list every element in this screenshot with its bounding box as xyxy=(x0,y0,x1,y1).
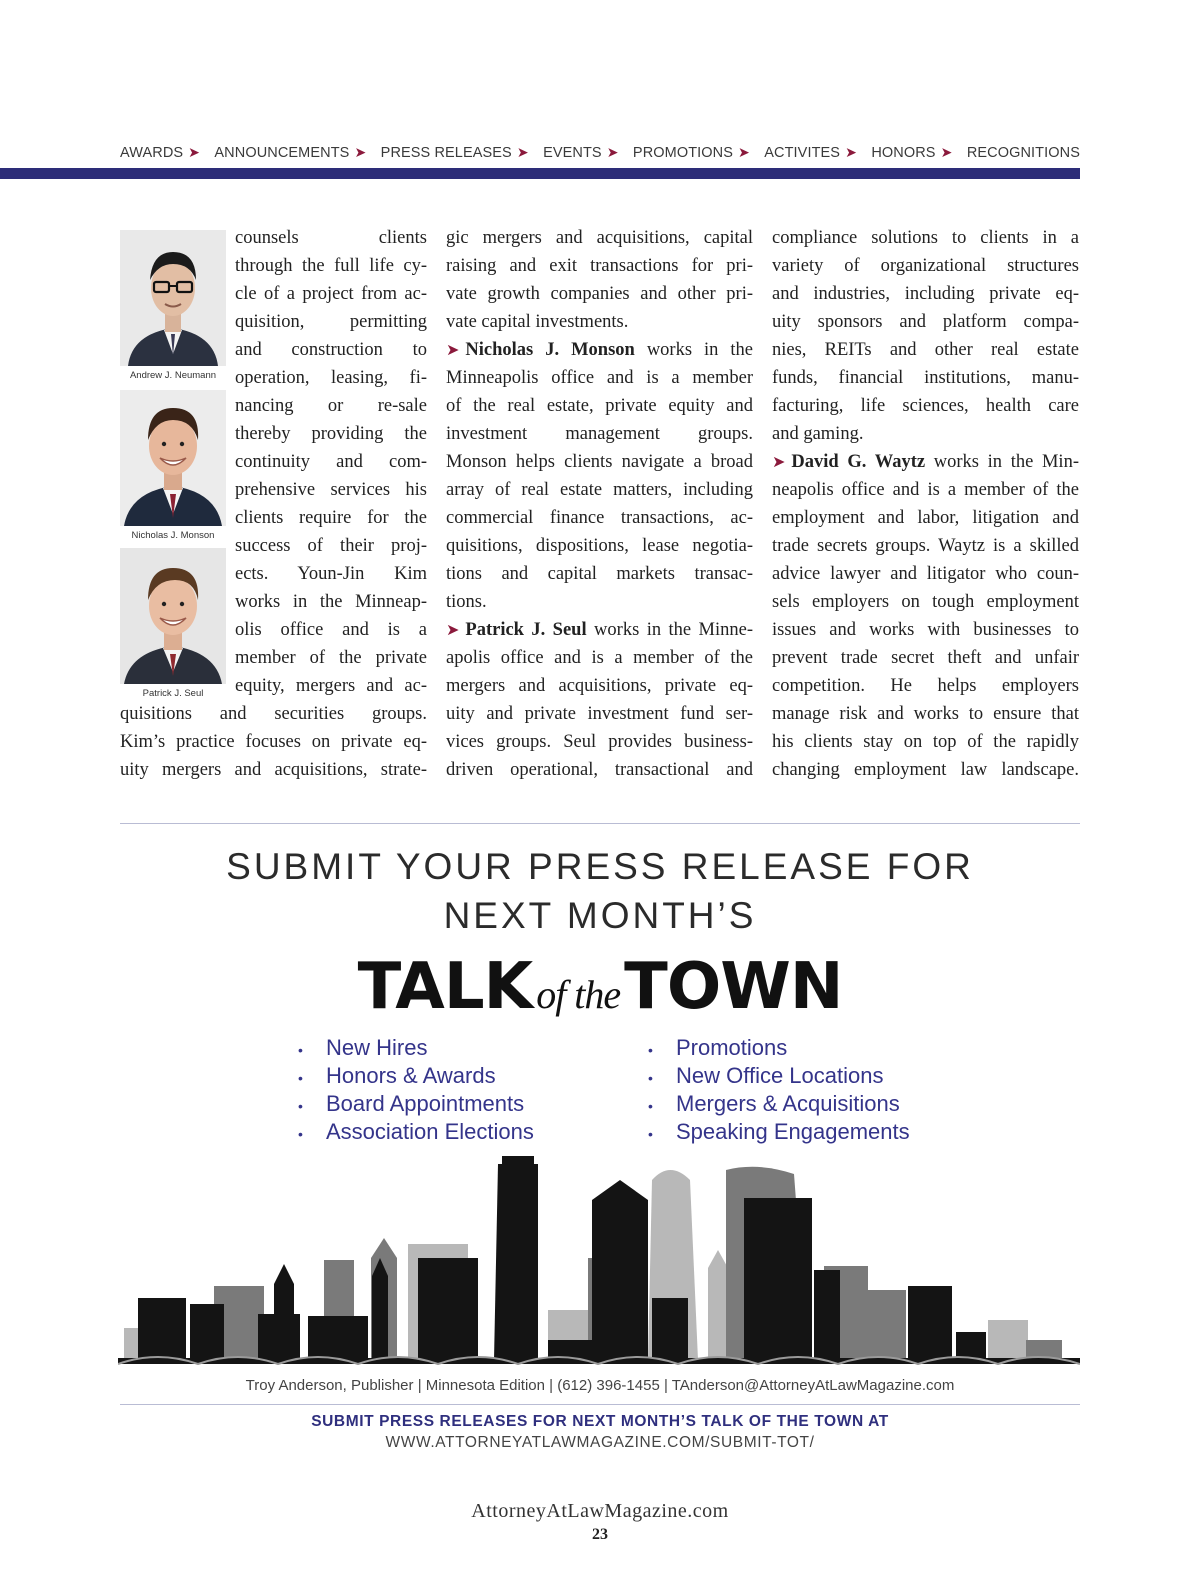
list-item: • Association Elections xyxy=(298,1118,534,1146)
text-line: driven operational, transactional and xyxy=(446,760,753,780)
text-line: competition. He helps employers xyxy=(772,676,1079,696)
text-line: counsels clients xyxy=(235,228,427,248)
list-item: • Promotions xyxy=(648,1034,910,1062)
submit-cta-heading: SUBMIT PRESS RELEASES FOR NEXT MONTH’S TALK OF THE TOWN AT xyxy=(311,1413,889,1430)
text-line: gic mergers and acquisitions, capital xyxy=(446,228,753,248)
text-line: investment management groups. xyxy=(446,424,753,444)
text-line: mergers and acquisitions, private eq- xyxy=(446,676,753,696)
bio-lead-line: ➤ David G. Waytz works in the Min- xyxy=(772,452,1079,472)
bullet-icon: • xyxy=(298,1126,303,1142)
ad-bottom-rule xyxy=(120,1404,1080,1405)
photo-caption: Nicholas J. Monson xyxy=(131,530,215,541)
header-rule xyxy=(0,168,1080,179)
text-line: employment and labor, litigation and xyxy=(772,508,1079,528)
text-line: commercial finance transactions, ac- xyxy=(446,508,753,528)
bullet-arrow-icon: ➤ xyxy=(446,342,460,359)
text-line: of the real estate, private equity and xyxy=(446,396,753,416)
text-line: ects. Youn-Jin Kim xyxy=(235,564,427,584)
attorney-name: David G. Waytz xyxy=(791,452,926,472)
list-item: • Honors & Awards xyxy=(298,1062,534,1090)
text-line: vices groups. Seul provides business- xyxy=(446,732,753,752)
text-line: quisition, permitting xyxy=(235,312,427,332)
arrow-right-icon: ➤ xyxy=(738,144,750,160)
ad-headline-line-1: SUBMIT YOUR PRESS RELEASE FOR xyxy=(226,846,974,887)
text-line: vate growth companies and other pri- xyxy=(446,284,753,304)
arrow-right-icon: ➤ xyxy=(354,144,367,160)
text-line: and industries, including private eq- xyxy=(772,284,1079,304)
text-line: quisitions and securities groups. xyxy=(120,704,427,724)
text-line: and construction to xyxy=(235,340,427,360)
nav-item-announcements[interactable]: ANNOUNCEMENTS ➤ xyxy=(214,144,367,161)
photo-caption: Andrew J. Neumann xyxy=(129,370,217,381)
list-item: • Board Appointments xyxy=(298,1090,534,1118)
list-item: • New Office Locations xyxy=(648,1062,910,1090)
nav-item-recognitions[interactable]: RECOGNITIONS xyxy=(966,144,1080,161)
text-line: vate capital investments. xyxy=(446,312,629,332)
city-skyline-illustration xyxy=(118,1150,1080,1372)
text-line: tions and capital markets transac- xyxy=(446,564,753,584)
submit-url-link[interactable]: WWW.ATTORNEYATLAWMAGAZINE.COM/SUBMIT-TOT/ xyxy=(385,1434,815,1451)
text-line: variety of organizational structures xyxy=(772,256,1079,276)
text-line: facturing, life sciences, health care xyxy=(772,396,1079,416)
page-number: 23 xyxy=(592,1526,608,1543)
text-line: cle of a project from ac- xyxy=(235,284,427,304)
headshot-nicholas-monson xyxy=(120,390,226,526)
attorney-name: Nicholas J. Monson xyxy=(465,340,635,360)
text-line: Kim’s practice focuses on private eq- xyxy=(120,732,427,752)
headshot-patrick-seul xyxy=(120,548,226,684)
bullet-icon: • xyxy=(298,1042,303,1058)
photo-caption: Patrick J. Seul xyxy=(142,688,204,699)
text-line: advice lawyer and litigator who coun- xyxy=(772,564,1079,584)
text-line: uity sponsors and platform compa- xyxy=(772,312,1079,332)
text-line: prehensive services his xyxy=(235,480,427,500)
text-line: changing employment law landscape. xyxy=(772,760,1079,780)
nav-item-promotions[interactable]: PROMOTIONS ➤ xyxy=(632,144,750,161)
bullet-icon: • xyxy=(648,1042,653,1058)
text-line: operation, leasing, fi- xyxy=(235,368,427,388)
bullet-icon: • xyxy=(648,1070,653,1086)
text-line: neapolis office and is a member of the xyxy=(772,480,1079,500)
footer-site-name[interactable]: AttorneyAtLawMagazine.com xyxy=(471,1500,729,1522)
text-line: issues and works with businesses to xyxy=(772,620,1079,640)
text-line: member of the private xyxy=(235,648,427,668)
text-line: thereby providing the xyxy=(235,424,427,444)
text-line: tions. xyxy=(446,592,487,612)
text-line: through the full life cy- xyxy=(235,256,427,276)
list-item: • Mergers & Acquisitions xyxy=(648,1090,910,1118)
text-line: Monson helps clients navigate a broad xyxy=(446,452,753,472)
text-line: success of their proj- xyxy=(235,536,427,556)
text-line: continuity and com- xyxy=(235,452,427,472)
text-line: Minneapolis office and is a member xyxy=(446,368,753,388)
nav-item-events[interactable]: EVENTS ➤ xyxy=(543,144,619,161)
text-line: prevent trade secret theft and unfair xyxy=(772,648,1079,668)
category-list-left xyxy=(298,1034,534,1146)
bio-lead-line: ➤ Patrick J. Seul works in the Minne- xyxy=(446,620,753,640)
ad-headline-line-2: NEXT MONTH’S xyxy=(443,895,757,936)
bullet-icon: • xyxy=(298,1070,303,1086)
text-line: apolis office and is a member of the xyxy=(446,648,753,668)
text-line: uity and private investment fund ser- xyxy=(446,704,753,724)
text-line: array of real estate matters, including xyxy=(446,480,753,500)
text-line: manage risk and works to ensure that xyxy=(772,704,1079,724)
list-item: • Speaking Engagements xyxy=(648,1118,910,1146)
ad-top-rule xyxy=(120,823,1080,824)
text-line: his clients stay on top of the rapidly xyxy=(772,732,1079,752)
text-line: works in the Minneap- xyxy=(235,592,427,612)
bullet-arrow-icon: ➤ xyxy=(446,622,460,639)
text-line: nancing or re-sale xyxy=(235,396,427,416)
attorney-name: Patrick J. Seul xyxy=(465,620,587,640)
nav-item-press-releases[interactable]: PRESS RELEASES ➤ xyxy=(380,144,529,161)
bullet-icon: • xyxy=(298,1098,303,1114)
text-line: trade secrets groups. Waytz is a skilled xyxy=(772,536,1079,556)
nav-item-honors[interactable]: HONORS ➤ xyxy=(871,144,953,161)
bullet-arrow-icon: ➤ xyxy=(772,454,786,471)
text-line: sels employers on tough employment xyxy=(772,592,1079,612)
text-line: clients require for the xyxy=(235,508,427,528)
publisher-contact: Troy Anderson, Publisher | Minnesota Edition | (612) 396-1455 | TAnderson@AttorneyAtLawMagazine.com xyxy=(245,1377,955,1394)
talk-of-the-town-logo: TALK of theTOWN xyxy=(357,950,843,1024)
list-item: • New Hires xyxy=(298,1034,534,1062)
bullet-icon: • xyxy=(648,1126,653,1142)
text-line: uity mergers and acquisitions, strate- xyxy=(120,760,427,780)
arrow-right-icon: ➤ xyxy=(188,144,201,160)
category-nav xyxy=(120,144,1080,161)
text-line: nies, REITs and other real estate xyxy=(772,340,1079,360)
category-list-right xyxy=(648,1034,910,1146)
text-line: raising and exit transactions for pri- xyxy=(446,256,753,276)
arrow-right-icon: ➤ xyxy=(845,144,857,160)
arrow-right-icon: ➤ xyxy=(516,144,529,160)
nav-item-activites[interactable]: ACTIVITES ➤ xyxy=(764,144,857,161)
headshot-andrew-neumann xyxy=(120,230,226,366)
text-line: and gaming. xyxy=(772,424,864,444)
text-line: equity, mergers and ac- xyxy=(235,676,427,696)
text-line: olis office and is a xyxy=(235,620,427,640)
arrow-right-icon: ➤ xyxy=(940,144,953,160)
text-line: funds, financial institutions, manu- xyxy=(772,368,1079,388)
text-line: compliance solutions to clients in a xyxy=(772,228,1079,248)
text-line: quisitions, dispositions, lease negotia- xyxy=(446,536,753,556)
bio-lead-line: ➤ Nicholas J. Monson works in the xyxy=(446,340,753,360)
arrow-right-icon: ➤ xyxy=(606,144,619,160)
bullet-icon: • xyxy=(648,1098,653,1114)
nav-item-awards[interactable]: AWARDS ➤ xyxy=(120,144,201,161)
